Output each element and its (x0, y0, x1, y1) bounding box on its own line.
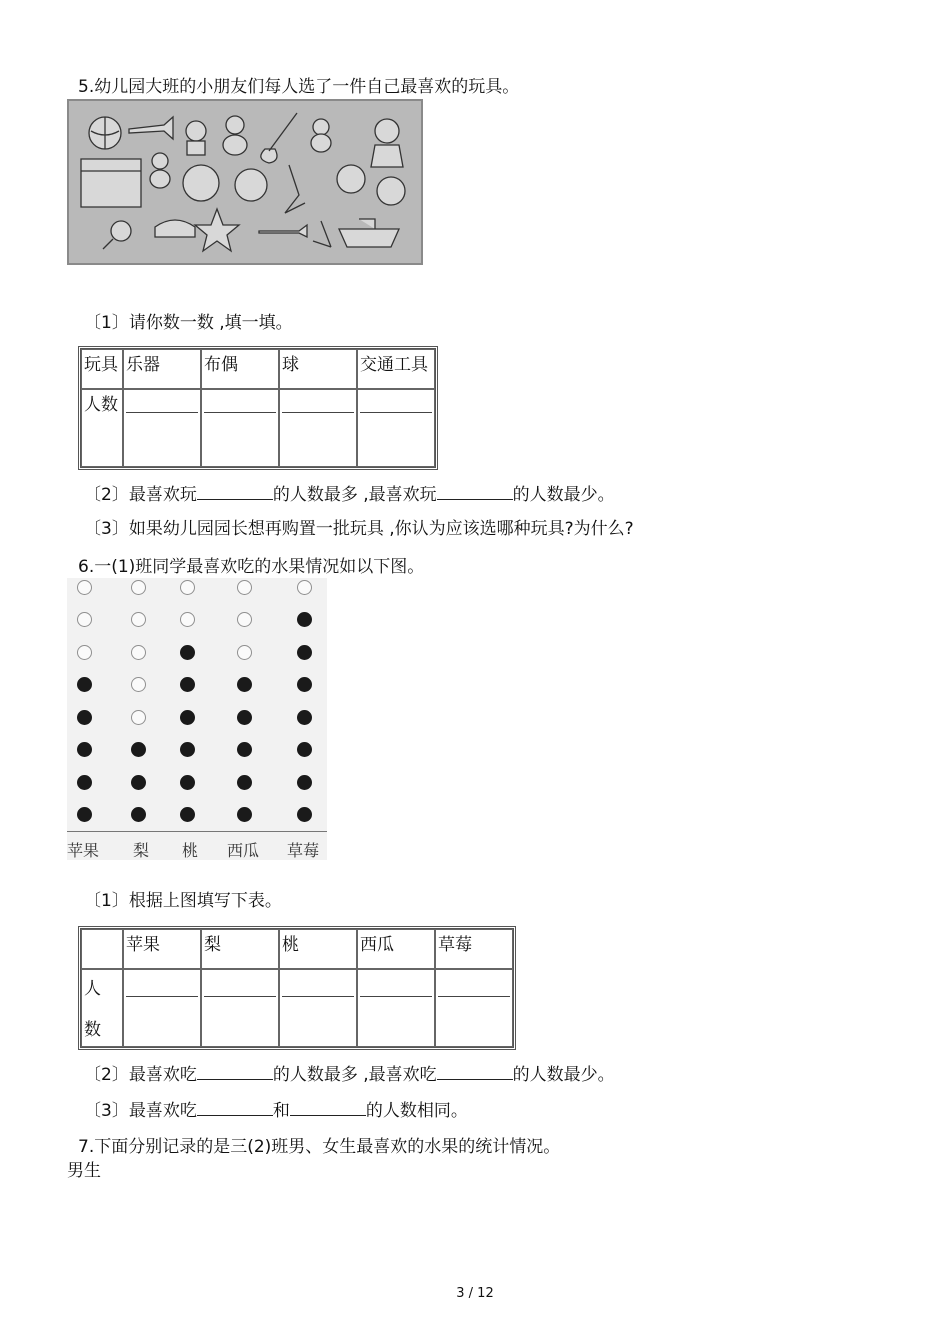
toy-car-icon (155, 220, 195, 237)
q6-table (78, 926, 516, 1050)
pictograph-dot (297, 742, 312, 757)
pictograph-dot (297, 775, 312, 790)
pictograph-dot (237, 710, 252, 725)
pictograph-category-label: 草莓 (287, 841, 320, 860)
q5-answer-cell[interactable] (201, 389, 279, 467)
bear-toy-icon (313, 119, 329, 135)
q6-sub3-text-b: 和 (272, 1101, 290, 1121)
q7-title: 7.下面分别记录的是三(2)班男、女生最喜欢的水果的统计情况。 (78, 1137, 561, 1157)
pictograph-dot (297, 677, 312, 692)
pictograph-category-label: 西瓜 (227, 841, 260, 860)
pictograph-dot (77, 807, 92, 822)
fruit-pictograph (67, 578, 327, 860)
badminton-icon (313, 221, 331, 247)
pictograph-dot (77, 612, 92, 627)
pictograph-dot (237, 807, 252, 822)
pictograph-dot (297, 612, 312, 627)
q5-sub3: 〔3〕如果幼儿园园长想再购置一批玩具 ,你认为应该选哪种玩具?为什么? (84, 519, 634, 539)
trumpet-icon (129, 117, 173, 139)
q7-boys-label: 男生 (67, 1161, 101, 1181)
q6-answer-cell[interactable] (435, 969, 513, 1047)
pictograph-dot (77, 677, 92, 692)
q5-answer-cell[interactable] (357, 389, 435, 467)
q6-sub3 (84, 1098, 468, 1122)
boat-icon (339, 219, 399, 247)
q6-sub2-text-a: 〔2〕最喜欢吃 (84, 1065, 197, 1085)
bear-icon (226, 116, 244, 134)
q6-answer-cell[interactable] (357, 969, 435, 1047)
pictograph-category-label: 苹果 (67, 841, 100, 860)
pictograph-dot (180, 612, 195, 627)
pictograph-dot (131, 645, 146, 660)
q6-header-cell: 桃 (279, 929, 357, 969)
pictograph-dot (180, 580, 195, 595)
girl-doll-icon (375, 119, 399, 143)
page-number: 3 / 12 (456, 1286, 494, 1301)
doll-icon (186, 121, 206, 141)
pictograph-dot (180, 710, 195, 725)
q5-answer-cell[interactable] (279, 389, 357, 467)
robot-icon (337, 165, 365, 193)
pictograph-dot (77, 775, 92, 790)
pictograph-dot (297, 807, 312, 822)
tennis-ball-icon (377, 177, 405, 205)
pictograph-dot (237, 742, 252, 757)
q5-sub2-text-c: 的人数最少。 (512, 485, 615, 505)
pingpong-paddle-icon (111, 221, 131, 241)
pictograph-dot (237, 612, 252, 627)
q6-row-label (81, 969, 123, 1047)
q6-title: 6.一(1)班同学最喜欢吃的水果情况如以下图。 (78, 557, 425, 577)
q6-header-cell: 草莓 (435, 929, 513, 969)
pictograph-dot (131, 742, 146, 757)
answer-blank[interactable] (197, 1098, 273, 1116)
clown-icon (285, 165, 305, 213)
pictograph-baseline (67, 831, 327, 832)
q5-header-cell: 球 (279, 349, 357, 389)
q5-header-cell: 乐器 (123, 349, 201, 389)
toys-drawing (69, 101, 421, 263)
q5-table (78, 346, 438, 470)
answer-blank[interactable] (197, 1062, 273, 1080)
pictograph-dot (180, 677, 195, 692)
pictograph-dot (77, 710, 92, 725)
guitar-icon (261, 113, 297, 163)
q5-row-label: 人数 (81, 389, 123, 467)
pictograph-dot (77, 580, 92, 595)
pictograph-dot (180, 742, 195, 757)
q6-answer-cell[interactable] (123, 969, 201, 1047)
star-doll-icon (195, 209, 239, 251)
pictograph-dot (237, 645, 252, 660)
q5-title: 5.幼儿园大班的小朋友们每人选了一件自己最喜欢的玩具。 (78, 77, 520, 97)
pictograph-dot (180, 775, 195, 790)
answer-blank[interactable] (437, 1062, 513, 1080)
q6-sub2 (84, 1062, 615, 1086)
q5-header-cell: 布偶 (201, 349, 279, 389)
pictograph-dot (77, 742, 92, 757)
q5-sub2-text-b: 的人数最多 ,最喜欢玩 (272, 485, 437, 505)
answer-blank[interactable] (197, 482, 273, 500)
pictograph-dot (131, 807, 146, 822)
volleyball-icon (235, 169, 267, 201)
answer-blank[interactable] (437, 482, 513, 500)
q6-header-cell: 西瓜 (357, 929, 435, 969)
q6-sub1: 〔1〕根据上图填写下表。 (84, 891, 282, 911)
pictograph-dot (237, 775, 252, 790)
q5-sub2 (84, 482, 615, 506)
q5-header-cell: 交通工具 (357, 349, 435, 389)
q5-sub2-text-a: 〔2〕最喜欢玩 (84, 485, 197, 505)
pictograph-dot (77, 645, 92, 660)
q6-answer-cell[interactable] (279, 969, 357, 1047)
pictograph-dot (131, 775, 146, 790)
q6-sub3-text-a: 〔3〕最喜欢吃 (84, 1101, 197, 1121)
q6-row-label-2: 数 (84, 1020, 101, 1040)
pictograph-category-label: 桃 (182, 841, 199, 860)
q6-header-cell (81, 929, 123, 969)
q6-header-cell: 梨 (201, 929, 279, 969)
pictograph-dot (297, 580, 312, 595)
q6-answer-cell[interactable] (201, 969, 279, 1047)
piano-icon (81, 159, 141, 207)
pictograph-dot (180, 807, 195, 822)
pictograph-dot (237, 677, 252, 692)
pictograph-dot (131, 677, 146, 692)
q5-answer-cell[interactable] (123, 389, 201, 467)
airplane-icon (259, 225, 307, 237)
pictograph-category-label: 梨 (133, 841, 150, 860)
pictograph-dot (180, 645, 195, 660)
answer-blank[interactable] (290, 1098, 366, 1116)
pictograph-dot (297, 710, 312, 725)
pictograph-dot (131, 612, 146, 627)
toys-illustration (67, 99, 423, 265)
pictograph-dot (297, 645, 312, 660)
pictograph-dot (131, 710, 146, 725)
q6-header-cell: 苹果 (123, 929, 201, 969)
q6-sub3-text-c: 的人数相同。 (365, 1101, 468, 1121)
pictograph-dot (237, 580, 252, 595)
q5-header-cell: 玩具 (81, 349, 123, 389)
q5-sub1: 〔1〕请你数一数 ,填一填。 (84, 313, 293, 333)
q6-row-label-1: 人 (84, 979, 101, 999)
q6-sub2-text-b: 的人数最多 ,最喜欢吃 (272, 1065, 437, 1085)
pictograph-dot (131, 580, 146, 595)
q6-sub2-text-c: 的人数最少。 (512, 1065, 615, 1085)
small-bear-icon (152, 153, 168, 169)
football-icon (183, 165, 219, 201)
